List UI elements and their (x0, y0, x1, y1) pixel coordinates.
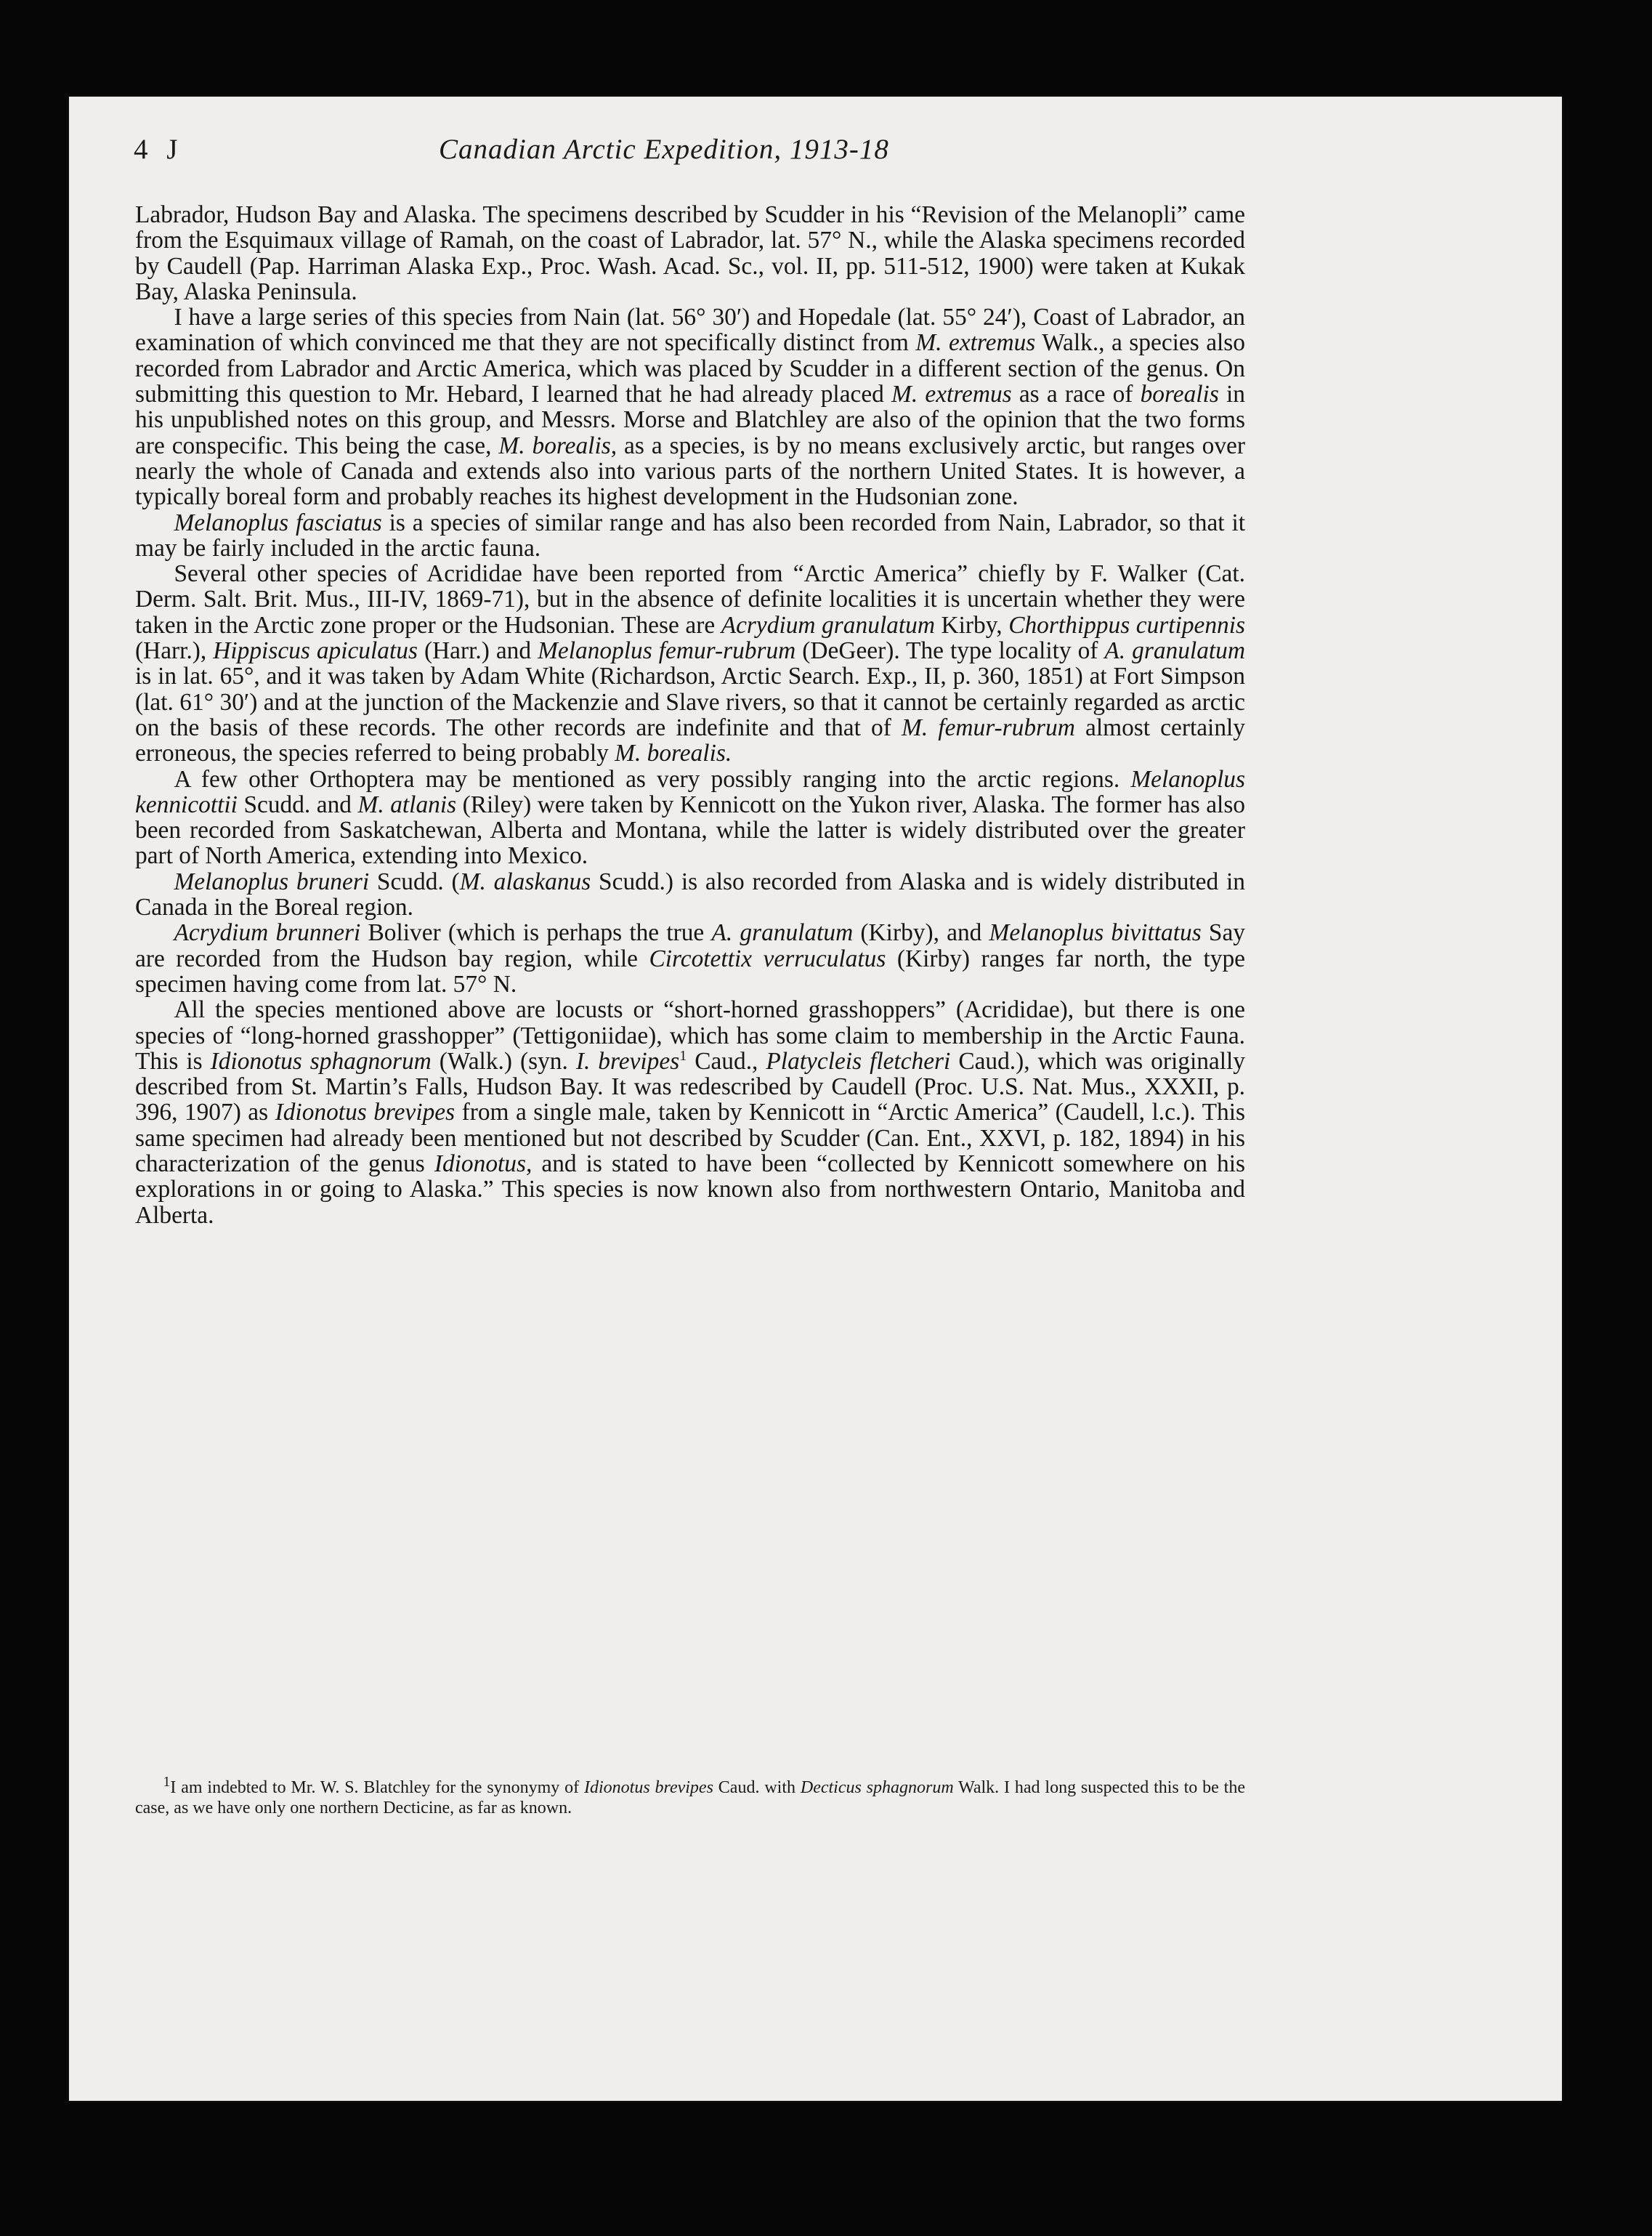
paragraph (135, 510, 1245, 562)
italic-text: Hippiscus apiculatus (213, 637, 418, 665)
paragraph (135, 920, 1245, 997)
italic-text: Idionotus brevipes (583, 1778, 713, 1797)
footnote (135, 1772, 1245, 1818)
text-run: (Kirby), and (853, 919, 989, 947)
italic-text: M. atlanis (357, 791, 457, 818)
text-run: I am indebted to Mr. W. S. Blatchley for the synonymy of (170, 1778, 584, 1797)
paragraph (135, 997, 1245, 1228)
footnotes (135, 1772, 1245, 1818)
text-run: as a species, is by no means exclusively arctic, but ranges over nearly the whole of Canada and extends also into various parts of the northern United States. It is however, a typically boreal form and probably reaches its highest development in the Hudsonian zone. (135, 432, 1245, 511)
italic-text: Melanoplus fasciatus (174, 509, 382, 536)
italic-text: Acrydium granulatum (721, 611, 935, 639)
text-run: Labrador, Hudson Bay and Alaska. The specimens described by Scudder in his “Revision of the Melanopli” came from the Esquimaux village of Ramah, on the coast of Labrador, lat. 57° N., while the Alaska specimens recorded by Caudell (Pap. Harriman Alaska Exp., Proc. Wash. Acad. Sc., vol. II, pp. 511-512, 1900) were taken at Kukak Bay, Alaska Peninsula. (135, 201, 1245, 305)
italic-text: Melanoplus femur-rubrum (538, 637, 796, 665)
italic-text: M. extremus (891, 381, 1012, 408)
paragraph (135, 202, 1245, 304)
text-run: Scudd. and (237, 791, 358, 818)
text-run: is a species of similar range and has also been recorded from Nain, Labrador, so that it may be fairly included in the arctic fauna. (135, 509, 1246, 562)
italic-text: Platycleis fletcheri (766, 1047, 951, 1075)
text-run: I have a large series of this species from Nain (lat. 56° 30′) and Hopedale (lat. 55° 24′), Coast of Labrador, an examination of which convinced me that they are not specifically distinct from (135, 304, 1245, 357)
text-run: and is stated to have been “collected by Kennicott somewhere on his explorations in or going to Alaska.” This species is now known also from northwestern Ontario, Manitoba and Alberta. (135, 1150, 1245, 1229)
footnote-marker: 1 (679, 1047, 687, 1064)
text-run: Scudd. ( (369, 868, 460, 895)
text-run: from a single male, taken by Kennicott in “Arctic America” (Caudell, l.c.). This same specimen had already been mentioned but not described by Scudder (Can. Ent., XXVI, p. 182, 1894) in his characterization of the genus (135, 1099, 1245, 1177)
italic-text: Chorthippus curtipennis (1008, 611, 1246, 639)
running-title: Canadian Arctic Expedition, 1913-18 (439, 134, 889, 165)
text-run: (DeGeer). The type locality of (795, 637, 1105, 665)
footnote-marker: 1 (163, 1774, 171, 1790)
page-number: 4 J (134, 134, 184, 165)
text-run: is in lat. 65°, and it was taken by Adam White (Richardson, Arctic Search. Exp., II, p. 360, 1851) at Fort Simpson (lat. 61° 30′) and at the junction of the Mackenzie and Slave rivers, so that it cannot be certainly regarded as arctic on the basis of these records. The other records are indefinite and that of (135, 663, 1245, 741)
text-run: in his unpublished notes on this group, and Messrs. Morse and Blatchley are also of the opinion that the two forms are conspecific. This being the case, (135, 381, 1245, 459)
italic-text: Idionotus sphagnorum (210, 1047, 432, 1075)
italic-text: A. granulatum (711, 919, 854, 947)
italic-text: Melanoplus kennicottii (135, 765, 1245, 818)
text-run: Caud.), which was originally described from St. Martin’s Falls, Hudson Bay. It was redescribed by Caudell (Proc. U.S. Nat. Mus., XXXII, p. 396, 1907) as (135, 1047, 1245, 1126)
text-run: Boliver (which is perhaps the true (360, 919, 712, 947)
paragraph (135, 869, 1245, 921)
text-run: (Harr.) and (417, 637, 538, 665)
italic-text: borealis (1140, 381, 1219, 408)
text-run: Caud., (687, 1047, 766, 1075)
italic-text: M. alaskanus (459, 868, 591, 895)
paragraph (135, 767, 1245, 869)
italic-text: Melanoplus bivittatus (989, 919, 1202, 947)
text-run: Say are recorded from the Hudson bay region, while (135, 919, 1245, 972)
text-run: almost certainly erroneous, the species referred to being probably (135, 714, 1245, 767)
text-run: Scudd.) is also recorded from Alaska and is widely distributed in Canada in the Boreal region. (135, 868, 1245, 921)
italic-text: Idionotus brevipes (275, 1099, 455, 1126)
text-run: Kirby, (934, 611, 1009, 639)
italic-text: M. extremus (915, 329, 1036, 357)
text-run: A few other Orthoptera may be mentioned as very possibly ranging into the arctic regions. (174, 765, 1131, 793)
page-header (134, 133, 1255, 174)
italic-text: Melanoplus bruneri (174, 868, 370, 895)
body-text (135, 202, 1245, 1228)
italic-text: A. granulatum (1104, 637, 1245, 665)
text-run: (Kirby) ranges far north, the type specimen having come from lat. 57° N. (135, 945, 1245, 998)
paragraph (135, 304, 1245, 509)
italic-text: I. brevipes (575, 1047, 680, 1075)
text-run: (Walk.) (syn. (431, 1047, 576, 1075)
text-run: (Riley) were taken by Kennicott on the Yukon river, Alaska. The former has also been recorded from Saskatchewan, Alberta and Montana, while the latter is widely distributed over the greater part of North America, extending into Mexico. (135, 791, 1246, 870)
text-run: Several other species of Acrididae have been reported from “Arctic America” chiefly by F. Walker (Cat. Derm. Salt. Brit. Mus., III-IV, 1869-71), but in the absence of definite localities it is uncertain whether they were taken in the Arctic zone proper or the Hudsonian. These are (135, 560, 1245, 639)
text-run: Walk., a species also recorded from Labrador and Arctic America, which was placed by Scudder in a different section of the genus. On submitting this question to Mr. Hebard, I learned that he had already placed (135, 329, 1245, 408)
text-run: Caud. with (713, 1778, 801, 1797)
italic-text: Circotettix verruculatus (649, 945, 886, 972)
italic-text: M. borealis. (615, 740, 732, 767)
italic-text: Acrydium brunneri (174, 919, 361, 947)
text-run: All the species mentioned above are locusts or “short-horned grasshoppers” (Acrididae), but there is one species of “long-horned grasshopper” (Tettigoniidae), which has some claim to membership in the Arctic Fauna. This is (135, 996, 1245, 1075)
paragraph (135, 561, 1245, 766)
italic-text: M. borealis, (498, 432, 618, 459)
text-run: as a race of (1011, 381, 1141, 408)
italic-text: M. femur-rubrum (902, 714, 1075, 741)
italic-text: Decticus sphagnorum (800, 1778, 954, 1797)
text-run: Walk. I had long suspected this to be the case, as we have only one northern Decticine, as far as known. (135, 1778, 1245, 1817)
text-run: (Harr.), (135, 637, 214, 665)
italic-text: Idionotus, (434, 1150, 533, 1177)
